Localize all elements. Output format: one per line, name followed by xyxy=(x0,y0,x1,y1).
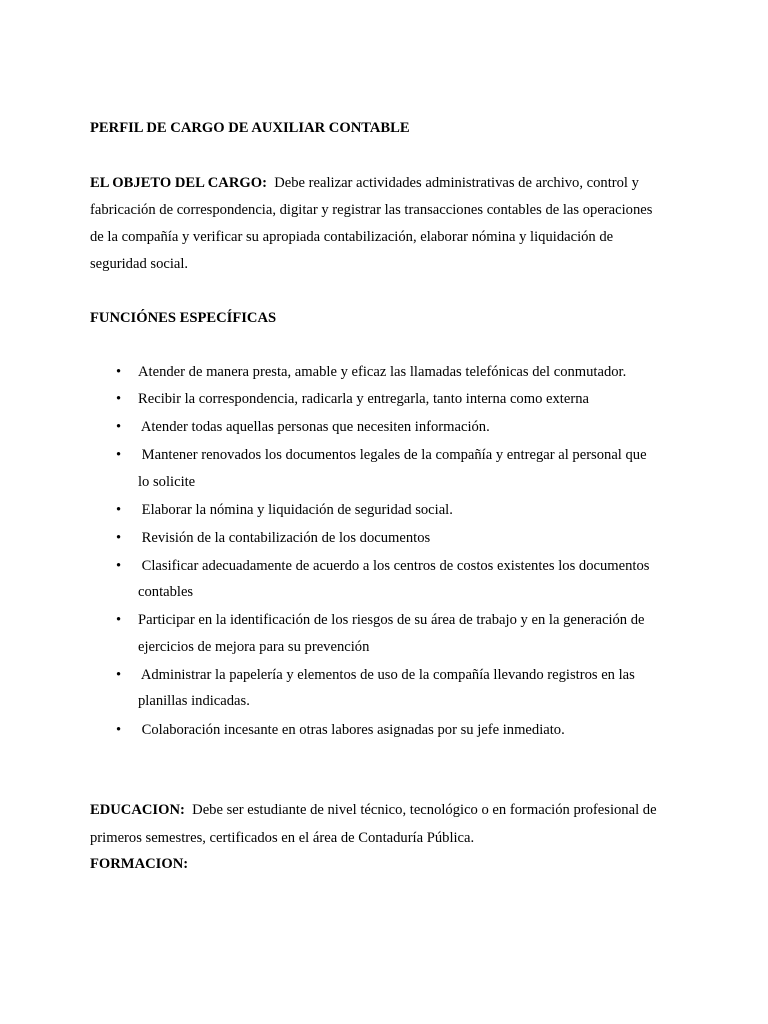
educacion-text-2: primeros semestres, certificados en el área de Contaduría Pública. xyxy=(90,830,475,846)
bullet-icon: • xyxy=(116,447,122,463)
bullet-icon: • xyxy=(116,667,122,683)
bullet-icon: • xyxy=(116,722,122,738)
list-item-text: Elaborar la nómina y liquidación de seguridad social. xyxy=(138,502,453,518)
objeto-text-1: Debe realizar actividades administrativas de archivo, control y xyxy=(274,175,639,191)
list-item-text: Mantener renovados los documentos legales de la compañía y entregar al personal que xyxy=(138,447,647,463)
educacion-text-1: Debe ser estudiante de nivel técnico, tecnológico o en formación profesional de xyxy=(192,802,657,818)
list-item-text-continued: planillas indicadas. xyxy=(138,693,250,709)
objeto-text-2: fabricación de correspondencia, digitar y registrar las transacciones contables de las operaciones xyxy=(90,202,653,218)
list-item-text: Colaboración incesante en otras labores asignadas por su jefe inmediato. xyxy=(138,722,565,738)
bullet-icon: • xyxy=(116,530,122,546)
list-item-text: Atender todas aquellas personas que necesiten información. xyxy=(138,419,490,435)
formacion-label: FORMACION: xyxy=(90,856,189,872)
bullet-icon: • xyxy=(116,612,122,628)
list-item-text-continued: contables xyxy=(138,584,194,600)
bullet-icon: • xyxy=(116,502,122,518)
list-item-text: Atender de manera presta, amable y eficaz las llamadas telefónicas del conmutador. xyxy=(138,364,627,380)
educacion-label: EDUCACION: xyxy=(90,802,185,818)
list-item-text: Participar en la identificación de los riesgos de su área de trabajo y en la generación de xyxy=(138,612,645,628)
list-item-text: Recibir la correspondencia, radicarla y entregarla, tanto interna como externa xyxy=(138,391,589,407)
objeto-label: EL OBJETO DEL CARGO: xyxy=(90,175,267,191)
list-item-text-continued: lo solicite xyxy=(138,474,196,490)
objeto-text-4: seguridad social. xyxy=(90,256,189,272)
bullet-icon: • xyxy=(116,364,122,380)
objeto-paragraph-line-1 xyxy=(90,174,639,192)
bullet-icon: • xyxy=(116,391,122,407)
list-item-text-continued: ejercicios de mejora para su prevención xyxy=(138,639,370,655)
educacion-paragraph-line-1 xyxy=(90,801,657,819)
list-item-text: Administrar la papelería y elementos de uso de la compañía llevando registros en las xyxy=(138,667,635,683)
objeto-text-3: de la compañía y verificar su apropiada contabilización, elaborar nómina y liquidación de xyxy=(90,229,614,245)
bullet-icon: • xyxy=(116,419,122,435)
list-item-text: Revisión de la contabilización de los documentos xyxy=(138,530,431,546)
document-title: PERFIL DE CARGO DE AUXILIAR CONTABLE xyxy=(90,120,410,136)
funciones-heading: FUNCIÓNES ESPECÍFICAS xyxy=(90,310,277,326)
bullet-icon: • xyxy=(116,558,122,574)
list-item-text: Clasificar adecuadamente de acuerdo a los centros de costos existentes los documentos xyxy=(138,558,650,574)
